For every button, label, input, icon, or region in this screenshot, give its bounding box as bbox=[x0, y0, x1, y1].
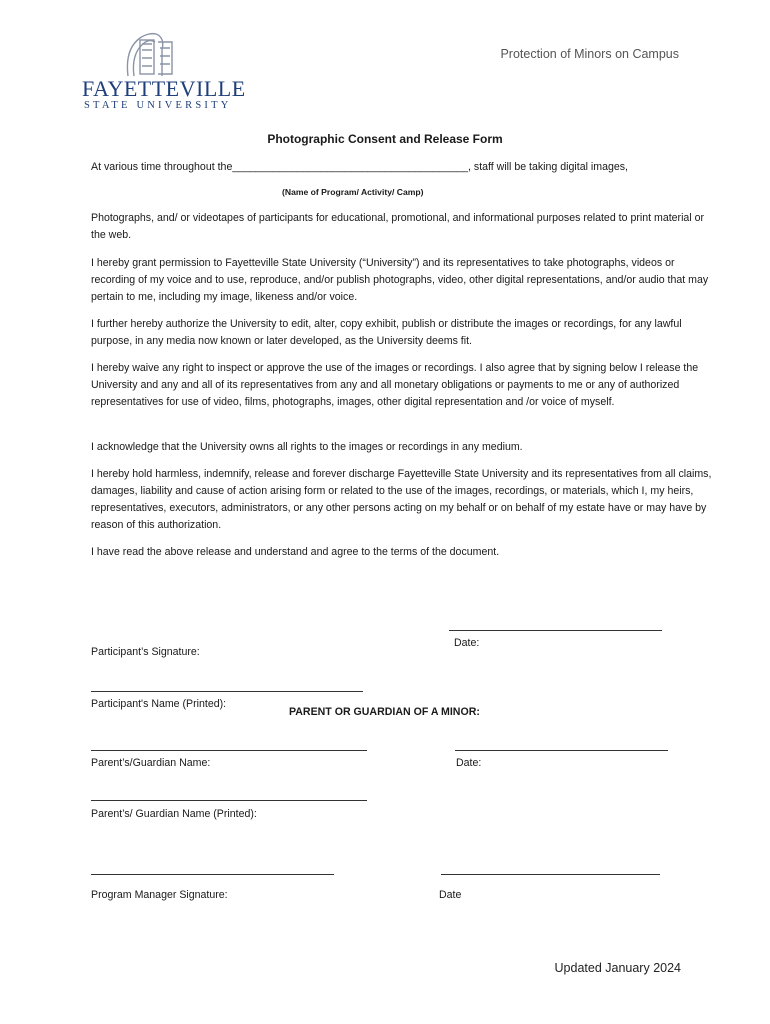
paragraph-hold-harmless: I hereby hold harmless, indemnify, release and forever discharge Fayetteville State University and its representatives from all claims, damages, liability and cause of action arising form or related to the use of the images, recordings, or materials, which I, my heirs, representatives, executors, administrators, or any other persons acting on my behalf or on behalf of my estate have or may have by reason of this authorization. bbox=[91, 468, 712, 531]
intro-line bbox=[91, 159, 713, 176]
parent-name-printed-label: Parent’s/ Guardian Name (Printed): bbox=[91, 808, 257, 820]
paragraph-purpose: Photographs, and/ or videotapes of participants for educational, promotional, and informational purposes related to print material or the web. bbox=[91, 212, 705, 241]
parent-name-label: Parent’s/Guardian Name: bbox=[91, 757, 211, 769]
paragraph-authorize: I further hereby authorize the University to edit, alter, copy exhibit, publish or distribute the images or recordings, for any lawful purpose, in any media now known or later developed, as the University deems fit. bbox=[91, 318, 682, 347]
program-name-hint: (Name of Program/ Activity/ Camp) bbox=[282, 187, 424, 197]
parent-guardian-heading: PARENT OR GUARDIAN OF A MINOR: bbox=[289, 706, 480, 718]
participant-name-label: Participant's Name (Printed): bbox=[91, 698, 227, 710]
paragraph-grant-permission: I hereby grant permission to Fayetteville State University (“University”) and its representatives to take photographs, videos or recording of my voice and to use, reproduce, and/or publish photographs, video, other digital representations, and/or audio that may pertain to me, including my image, likeness and/or voice. bbox=[91, 257, 709, 303]
parent-name-line[interactable] bbox=[91, 750, 367, 751]
logo-subtitle: STATE UNIVERSITY bbox=[84, 100, 232, 111]
university-logo bbox=[82, 30, 246, 112]
date-label-2: Date: bbox=[456, 757, 482, 769]
program-manager-label: Program Manager Signature: bbox=[91, 889, 228, 901]
header-category: Protection of Minors on Campus bbox=[500, 47, 679, 61]
intro-text-end: , staff will be taking digital images, bbox=[468, 161, 628, 173]
date-line-1[interactable] bbox=[449, 630, 662, 631]
updated-date: Updated January 2024 bbox=[554, 961, 681, 975]
parent-name-printed-line[interactable] bbox=[91, 800, 367, 801]
participant-name-line[interactable] bbox=[91, 691, 363, 692]
date-line-3[interactable] bbox=[441, 874, 660, 875]
seal-emblem-icon bbox=[82, 30, 222, 80]
paragraph-ownership: I acknowledge that the University owns all rights to the images or recordings in any medium. bbox=[91, 441, 523, 453]
program-manager-line[interactable] bbox=[91, 874, 334, 875]
date-label-3: Date bbox=[439, 889, 462, 901]
paragraph-waive-rights: I hereby waive any right to inspect or approve the use of the images or recordings. I also agree that by signing below I release the University and any and all of its representatives from any and all monetary obligations or payments to me or any of authorized representatives for use of video, films, photographs, images, other digital representation and /or voice of myself. bbox=[91, 362, 699, 408]
paragraph-acknowledge: I have read the above release and understand and agree to the terms of the document. bbox=[91, 546, 500, 558]
form-title: Photographic Consent and Release Form bbox=[267, 132, 503, 146]
logo-wordmark: FAYETTEVILLE bbox=[82, 76, 246, 101]
date-line-2[interactable] bbox=[455, 750, 668, 751]
program-name-blank[interactable]: ________________________________________ bbox=[232, 161, 469, 173]
date-label-1: Date: bbox=[454, 637, 480, 649]
participant-signature-label: Participant’s Signature: bbox=[91, 646, 200, 658]
intro-text: At various time throughout the bbox=[91, 161, 233, 173]
